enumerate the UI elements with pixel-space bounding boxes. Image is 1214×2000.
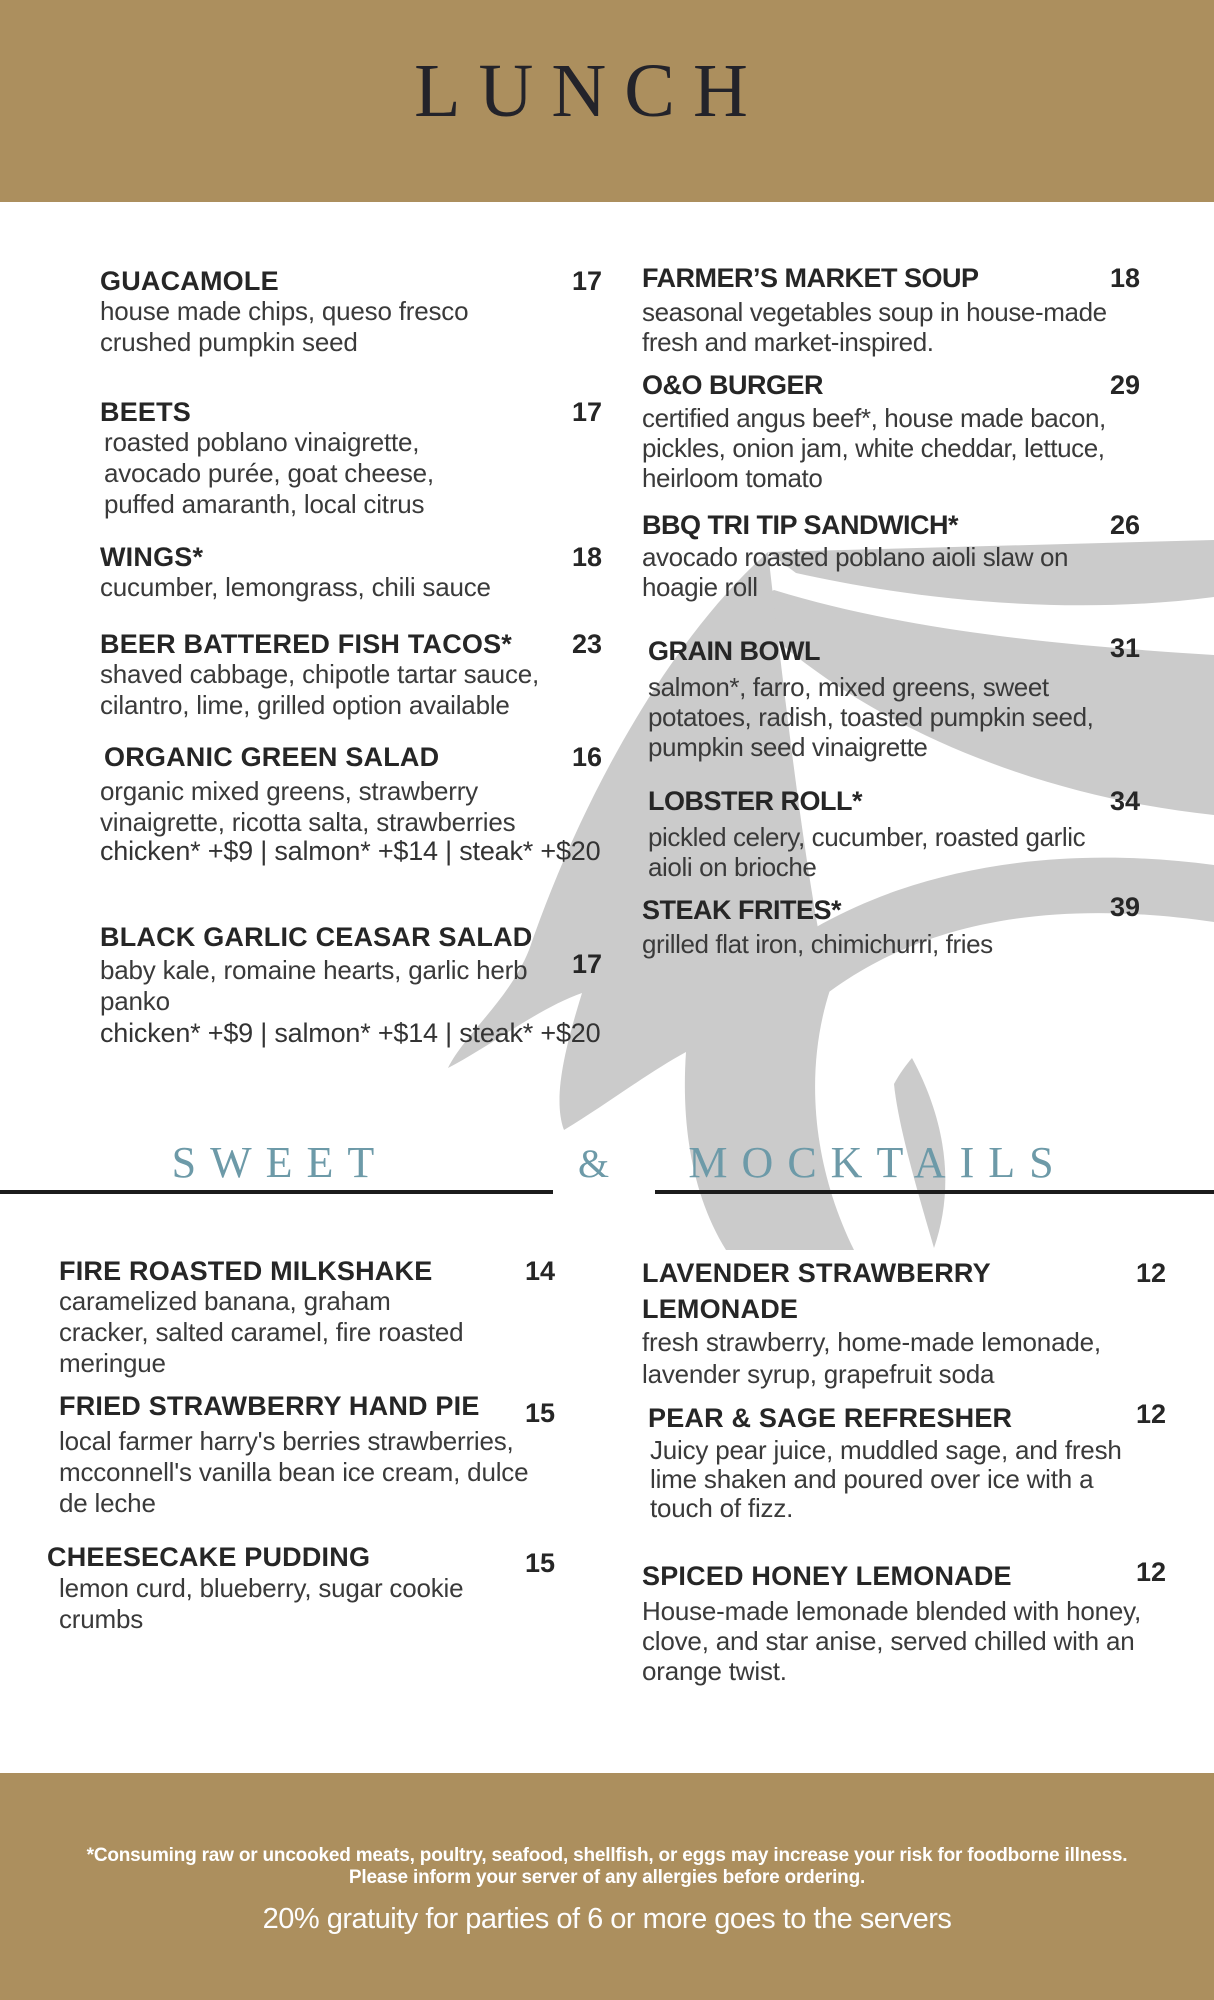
item-desc: fresh strawberry, home-made lemonade, lavender syrup, grapefruit soda (642, 1327, 1101, 1389)
footer-disclaimer-line2: Please inform your server of any allergies before ordering. (348, 1867, 866, 1888)
item-name: BEETS (100, 397, 192, 427)
item-desc: Juicy pear juice, muddled sage, and fresh lime shaken and poured over ice with a touch of fizz. (650, 1435, 1122, 1523)
item-desc: shaved cabbage, chipotle tartar sauce, cilantro, lime, grilled option available (100, 659, 540, 720)
item-price: 12 (1135, 1557, 1166, 1587)
item-price: 26 (1109, 510, 1140, 540)
item-desc: pickled celery, cucumber, roasted garlic aioli on brioche (648, 822, 1086, 882)
item-name: LAVENDER STRAWBERRY LEMONADE (642, 1258, 991, 1324)
item-name: GUACAMOLE (100, 266, 279, 296)
item-desc: local farmer harry's berries strawberries, mcconnell's vanilla bean ice cream, dulce de leche (59, 1426, 529, 1518)
item-desc: salmon*, farro, mixed greens, sweet potatoes, radish, toasted pumpkin seed, pumpkin seed vinaigrette (648, 672, 1094, 762)
item-addons: chicken* +$9 | salmon* +$14 | steak* +$20 (100, 1018, 601, 1048)
item-desc: house made chips, queso fresco crushed pumpkin seed (100, 296, 469, 357)
sweet-heading: SWEET (171, 1138, 389, 1187)
divider-rule-left (0, 1190, 553, 1194)
item-price: 17 (571, 266, 602, 296)
item-desc: grilled flat iron, chimichurri, fries (642, 929, 993, 959)
item-desc: avocado roasted poblano aioli slaw on hoagie roll (642, 542, 1069, 602)
item-name: FARMER’S MARKET SOUP (642, 263, 979, 293)
item-desc: House-made lemonade blended with honey, clove, and star anise, served chilled with an orange twist. (642, 1596, 1142, 1686)
item-price: 18 (1109, 263, 1140, 293)
item-name: PEAR & SAGE REFRESHER (648, 1403, 1013, 1433)
item-price: 29 (1109, 370, 1140, 400)
item-name: WINGS* (100, 542, 204, 572)
item-addons: chicken* +$9 | salmon* +$14 | steak* +$20 (100, 836, 601, 866)
item-desc: caramelized banana, graham cracker, salted caramel, fire roasted meringue (59, 1286, 464, 1378)
item-price: 34 (1109, 786, 1140, 816)
item-price: 17 (571, 949, 602, 979)
item-price: 39 (1109, 892, 1140, 922)
item-name: GRAIN BOWL (648, 636, 820, 666)
mocktails-heading: MOCKTAILS (688, 1138, 1068, 1187)
item-name: BLACK GARLIC CEASAR SALAD (100, 922, 533, 952)
item-desc: organic mixed greens, strawberry vinaigrette, ricotta salta, strawberries (100, 776, 516, 837)
item-name: SPICED HONEY LEMONADE (642, 1561, 1012, 1591)
item-price: 16 (571, 742, 602, 772)
item-name: FIRE ROASTED MILKSHAKE (59, 1256, 433, 1286)
item-desc: cucumber, lemongrass, chili sauce (100, 572, 491, 602)
item-name: BEER BATTERED FISH TACOS* (100, 629, 513, 659)
item-name: O&O BURGER (642, 370, 824, 400)
item-price: 17 (571, 397, 602, 427)
item-name: ORGANIC GREEN SALAD (104, 742, 440, 772)
item-price: 12 (1135, 1399, 1166, 1429)
item-desc: roasted poblano vinaigrette, avocado purée, goat cheese, puffed amaranth, local citrus (104, 427, 434, 519)
item-desc: certified angus beef*, house made bacon, pickles, onion jam, white cheddar, lettuce, heirloom tomato (642, 403, 1106, 493)
item-price: 12 (1135, 1258, 1166, 1288)
footer-gratuity-note: 20% gratuity for parties of 6 or more goes to the servers (262, 1903, 952, 1935)
page-title: LUNCH (414, 49, 766, 133)
item-desc: seasonal vegetables soup in house-made fresh and market-inspired. (642, 297, 1107, 357)
item-price: 14 (524, 1256, 555, 1286)
divider-rule-right (655, 1190, 1214, 1194)
item-name: LOBSTER ROLL* (648, 786, 862, 816)
item-price: 23 (571, 629, 602, 659)
item-name: FRIED STRAWBERRY HAND PIE (59, 1391, 480, 1421)
item-price: 15 (524, 1398, 555, 1428)
item-name: STEAK FRITES* (642, 895, 842, 925)
footer-band (0, 1773, 1214, 2000)
item-name: BBQ TRI TIP SANDWICH* (642, 510, 959, 540)
item-name: CHEESECAKE PUDDING (47, 1542, 371, 1572)
item-desc: baby kale, romaine hearts, garlic herb panko (100, 955, 528, 1016)
item-price: 15 (524, 1548, 555, 1578)
item-desc: lemon curd, blueberry, sugar cookie crumbs (59, 1573, 464, 1634)
item-price: 18 (571, 542, 602, 572)
footer-disclaimer-line1: *Consuming raw or uncooked meats, poultry, seafood, shellfish, or eggs may increase your risk for foodborne illness. (86, 1845, 1128, 1866)
item-price: 31 (1109, 633, 1140, 663)
ampersand: & (578, 1141, 610, 1186)
